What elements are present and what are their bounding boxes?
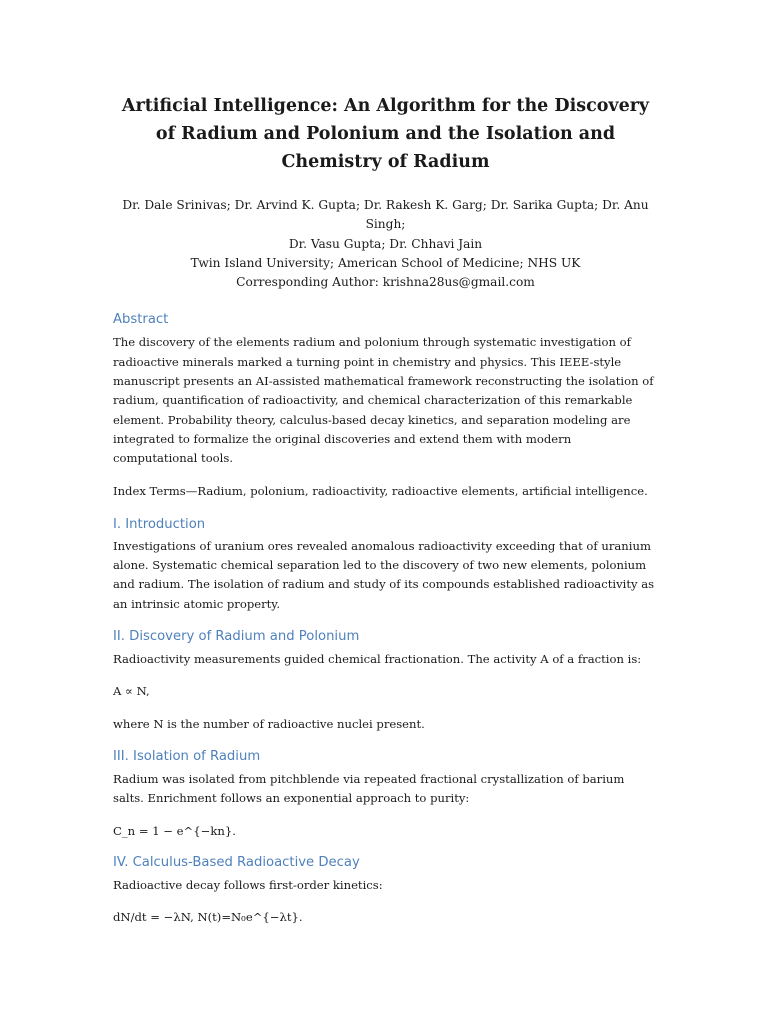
isolation-heading: III. Isolation of Radium <box>113 748 261 764</box>
activity-equation: A ∝ N, <box>113 684 150 699</box>
index-terms: Index Terms—Radium, polonium, radioactivity, radioactive elements, artificial intelligence. <box>113 483 648 498</box>
isolation-text: Radium was isolated from pitchblende via repeated fractional crystallization of barium salts. Enrichment follows an exponential approach to purity: <box>113 771 625 806</box>
corresponding-author: Corresponding Author: krishna28us@gmail.com <box>236 275 535 290</box>
introduction-text: Investigations of uranium ores revealed anomalous radioactivity exceeding that of uranium alone. Systematic chemical separation led to the discovery of two new elements, polonium and radium. The isolation of radium and study of its compounds established radioactivity as an intrinsic atomic property. <box>113 538 655 611</box>
decay-text: Radioactive decay follows first-order kinetics: <box>113 877 383 892</box>
introduction-heading: I. Introduction <box>113 516 206 532</box>
discovery-after-text: where N is the number of radioactive nuclei present. <box>113 716 425 731</box>
abstract-section <box>113 311 658 500</box>
discovery-text: Radioactivity measurements guided chemical fractionation. The activity A of a fraction is: <box>113 652 642 667</box>
introduction-section <box>113 516 658 614</box>
discovery-heading: II. Discovery of Radium and Polonium <box>113 629 360 645</box>
decay-section <box>113 854 658 928</box>
paper-title: Artificial Intelligence: An Algorithm for the Discovery of Radium and Polonium and the Isolation and Chemistry of Radium <box>121 96 650 172</box>
enrichment-equation: C_n = 1 − e^{−kn}. <box>113 823 236 838</box>
author-block <box>113 196 658 292</box>
paper-page <box>113 92 658 927</box>
isolation-section <box>113 748 658 841</box>
authors-line-1: Dr. Dale Srinivas; Dr. Arvind K. Gupta; Dr. Rakesh K. Garg; Dr. Sarika Gupta; Dr. Anu Singh; <box>122 198 649 232</box>
decay-heading: IV. Calculus-Based Radioactive Decay <box>113 854 360 870</box>
decay-equation: dN/dt = −λN, N(t)=N₀e^{−λt}. <box>113 910 303 925</box>
abstract-heading: Abstract <box>113 312 169 328</box>
affiliations: Twin Island University; American School of Medicine; NHS UK <box>190 255 581 270</box>
discovery-section <box>113 628 658 734</box>
abstract-text: The discovery of the elements radium and polonium through systematic investigation of radioactive minerals marked a turning point in chemistry and physics. This IEEE-style manuscript presents an AI-assisted mathematical framework reconstructing the isolation of radium, quantification of radioactivity, and chemical characterization of this remarkable element. Probability theory, calculus-based decay kinetics, and separation modeling are integrated to formalize the original discoveries and extend them with modern computational tools. <box>113 335 654 466</box>
authors-line-2: Dr. Vasu Gupta; Dr. Chhavi Jain <box>288 236 483 251</box>
